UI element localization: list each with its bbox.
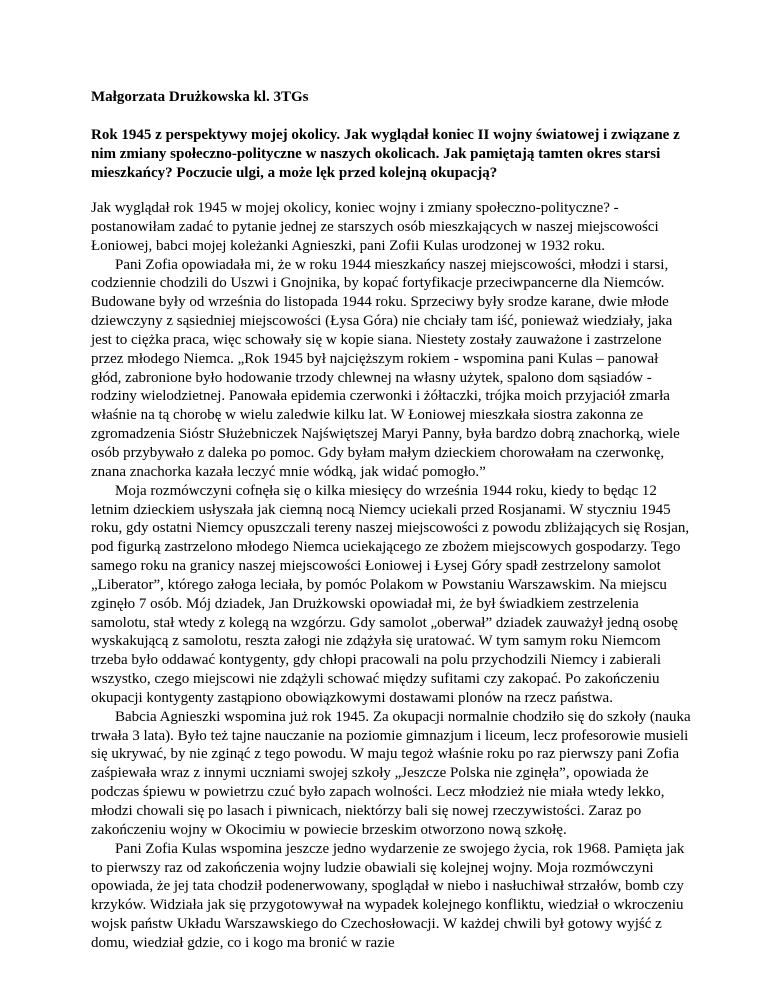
author-line: Małgorzata Drużkowska kl. 3TGs [91, 89, 309, 105]
document-page [91, 88, 691, 953]
essay-title: Rok 1945 z perspektywy mojej okolicy. Jak wyglądał koniec II wojny światowej i związane z nim zmiany społeczno-polityczne w naszych okolicach. Jak pamiętają tamten okres starsi mieszkańcy? Poczucie ulgi, a może lęk przed kolejną okupacją? [91, 127, 680, 181]
paragraph-liberator: Moja rozmówczyni cofnęła się o kilka miesięcy do września 1944 roku, kiedy to będąc 12 letnim dzieckiem usłyszała jak ciemną nocą Niemcy uciekali przed Rosjanami. W styczniu 1945 roku, gdy ostatni Niemcy opuszczali tereny naszej miejscowości z powodu zbliżających się Rosjan, pod figurką zastrzelono młodego Niemca uciekającego ze zbożem miejscowych gospodarzy. Tego samego roku na granicy naszej miejscowości Łoniowej i Łysej Góry spadł zestrzelony samolot „Liberator”, którego załoga leciała, by pomóc Polakom w Powstaniu Warszawskim. Na miejscu zginęło 7 osób. Mój dziadek, Jan Drużkowski opowiadał mi, że był świadkiem zestrzelenia samolotu, stał wtedy z kolegą na wzgórzu. Gdy samolot „oberwał” dziadek zauważył jedną osobę wyskakującą z samolotu, reszta załogi nie zdążyła się uratować. W tym samym roku Niemcom trzeba było oddawać kontygenty, gdy chłopi pracowali na polu przychodzili Niemcy i zabierali wszystko, czego miejscowi nie zdążyli schować między sufitami czy zakopać. Po zakończeniu okupacji kontygenty zastąpiono obowiązkowymi dostawami plonów na rzecz państwa. [91, 482, 690, 706]
paragraph-fortifications: Pani Zofia opowiadała mi, że w roku 1944 mieszkańcy naszej miejscowości, młodzi i starsi, codziennie chodzili do Uszwi i Gnojnika, by kopać fortyfikacje przeciwpancerne dla Niemców. Budowane były od września do listopada 1944 roku. Sprzeciwy były srodze karane, dwie młode dziewczyny z sąsiedniej miejscowości (Łysa Góra) nie chciały tam iść, ponieważ wiedziały, jaka jest to ciężka praca, więc schowały się w kopie siana. Niestety zostały zauważone i zastrzelone przez młodego Niemca. „Rok 1945 był najcięższym rokiem - wspomina pani Kulas – panował głód, zabronione było hodowanie trzody chlewnej na własny użytek, spalono dom sąsiadów - rodziny wielodzietnej. Panowała epidemia czerwonki i żółtaczki, trójka moich przyjaciół zmarła właśnie na tą chorobę w wielu zaledwie kilku lat. W Łoniowej mieszkała siostra zakonna ze zgromadzenia Sióstr Służebniczek Najświętszej Maryi Panny, była bardzo dobrą znachorką, wiele osób przybywało z daleka po pomoc. Gdy byłam małym dzieckiem chorowałam na czerwonkę, znana znachorka kazała leczyć mnie wódką, jak widać pomogło.” [91, 256, 680, 480]
paragraph-school: Babcia Agnieszki wspomina już rok 1945. Za okupacji normalnie chodziło się do szkoły (nauka trwała 3 lata). Było też tajne nauczanie na poziomie gimnazjum i liceum, lecz profesorowie musieli się ukrywać, by nie zginąć z tego powodu. W maju tegoż właśnie roku po raz pierwszy pani Zofia zaśpiewała wraz z innymi uczniami swojej szkoły „Jeszcze Polska nie zginęła”, opowiada że podczas śpiewu w powietrzu czuć było zapach wolności. Lecz młodzież nie miała wtedy lekko, młodzi chowali się po lasach i piwnicach, niektórzy bali się nowej rzeczywistości. Zaraz po zakończeniu wojny w Okocimiu w powiecie brzeskim otworzono nową szkołę. [91, 708, 691, 838]
essay-body [91, 199, 691, 953]
paragraph-1968: Pani Zofia Kulas wspomina jeszcze jedno wydarzenie ze swojego życia, rok 1968. Pamięta jak to pierwszy raz od zakończenia wojny ludzie obawiali się kolejnej wojny. Moja rozmówczyni opowiada, że jej tata chodził podenerwowany, spoglądał w niebo i nasłuchiwał strzałów, bomb czy krzyków. Widziała jak się przygotowywał na wypadek kolejnego konfliktu, wiedział o wkroczeniu wojsk państw Układu Warszawskiego do Czechosłowacji. W każdej chwili był gotowy wyjść z domu, wiedział gdzie, co i kogo ma bronić w razie [91, 840, 685, 951]
paragraph-intro: Jak wyglądał rok 1945 w mojej okolicy, koniec wojny i zmiany społeczno-polityczne? - postanowiłam zadać to pytanie jednej ze starszych osób mieszkających w naszej miejscowości Łoniowej, babci mojej koleżanki Agnieszki, pani Zofii Kulas urodzonej w 1932 roku. [91, 200, 659, 254]
